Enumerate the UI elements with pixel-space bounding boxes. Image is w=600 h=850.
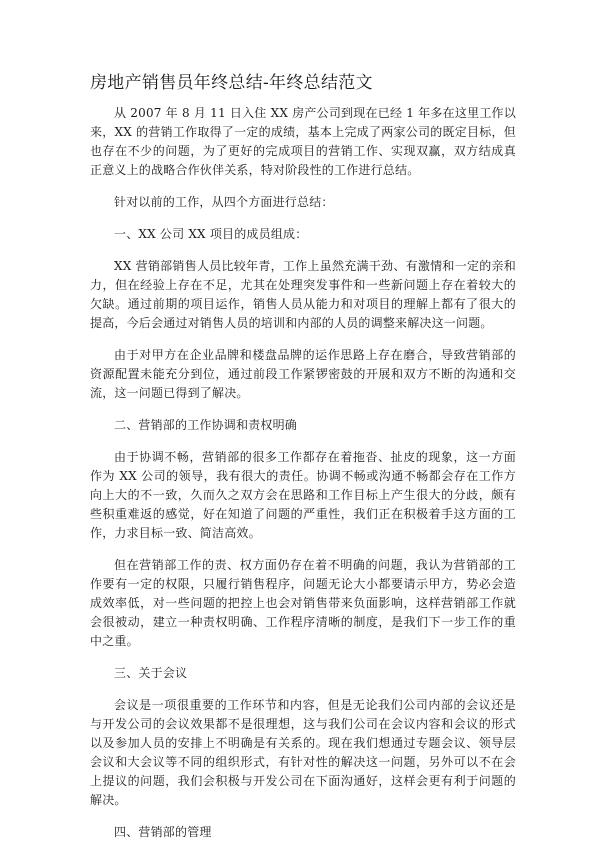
- section-3-heading: 三、关于会议: [114, 666, 188, 680]
- lead-sentence: 针对以前的工作，从四个方面进行总结：: [114, 195, 334, 209]
- intro-paragraph: 从 2007 年 8 月 11 日入住 XX 房产公司到现在已经 1 年多在这里工作以来，XX 的营销工作取得了一定的成绩，基本上完成了两家公司的既定目标，但也存在不少的问题，为了更好的完成项目的营销工作、实现双赢，双方结成真正意义上的战略合作伙伴关系，特对阶段性的工作进行总结。: [90, 106, 516, 177]
- document-title: 房地产销售员年终总结-年终总结范文: [90, 73, 373, 93]
- section-1-heading: 一、XX 公司 XX 项目的成员组成：: [114, 227, 308, 241]
- section-1-paragraph-2: 由于对甲方在企业品牌和楼盘品牌的运作思路上存在磨合，导致营销部的资源配置未能充分到位，通过前段工作紧锣密鼓的开展和双方不断的沟通和交流，这一问题已得到了解决。: [90, 348, 516, 400]
- section-4-heading: 四、营销部的管理: [114, 825, 212, 839]
- section-3-paragraph-1: 会议是一项很重要的工作环节和内容，但是无论我们公司内部的会议还是与开发公司的会议效果都不是很理想，这与我们公司在会议内容和会议的形式以及参加人员的安排上不明确是有关系的。现在我们想通过专题会议、领导层会议和大会议等不同的组织形式，有针对性的解决这一问题，另外可以不在会上提议的问题，我们会积极与开发公司在下面沟通好，这样会更有利于问题的解决。: [90, 698, 516, 807]
- section-1-paragraph-1: XX 营销部销售人员比较年青，工作上虽然充满干劲、有激情和一定的亲和力，但在经验上存在不足，尤其在处理突发事件和一些新问题上存在着较大的欠缺。通过前期的项目运作，销售人员从能力和对项目的理解上都有了很大的提高，今后会通过对销售人员的培训和内部的人员的调整来解决这一问题。: [90, 259, 516, 330]
- section-2-paragraph-1: 由于协调不畅，营销部的很多工作都存在着拖沓、扯皮的现象，这一方面作为 XX 公司的领导，我有很大的责任。协调不畅或沟通不畅都会存在工作方向上大的不一致，久而久之双方会在思路和工作目标上产生很大的分歧，颇有些积重难返的感觉，好在知道了问题的严重性，我们正在积极着手这方面的工作，力求目标一致、简洁高效。: [90, 450, 516, 540]
- section-2-paragraph-2: 但在营销部工作的责、权方面仍存在着不明确的问题，我认为营销部的工作要有一定的权限，只履行销售程序，问题无论大小都要请示甲方，势必会造成效率低，对一些问题的把控上也会对销售带来负面影响，这样营销部工作就会很被动，建立一种责权明确、工作程序清晰的制度，是我们下一步工作的重中之重。: [90, 558, 516, 648]
- section-2-heading: 二、营销部的工作协调和责权明确: [114, 418, 298, 432]
